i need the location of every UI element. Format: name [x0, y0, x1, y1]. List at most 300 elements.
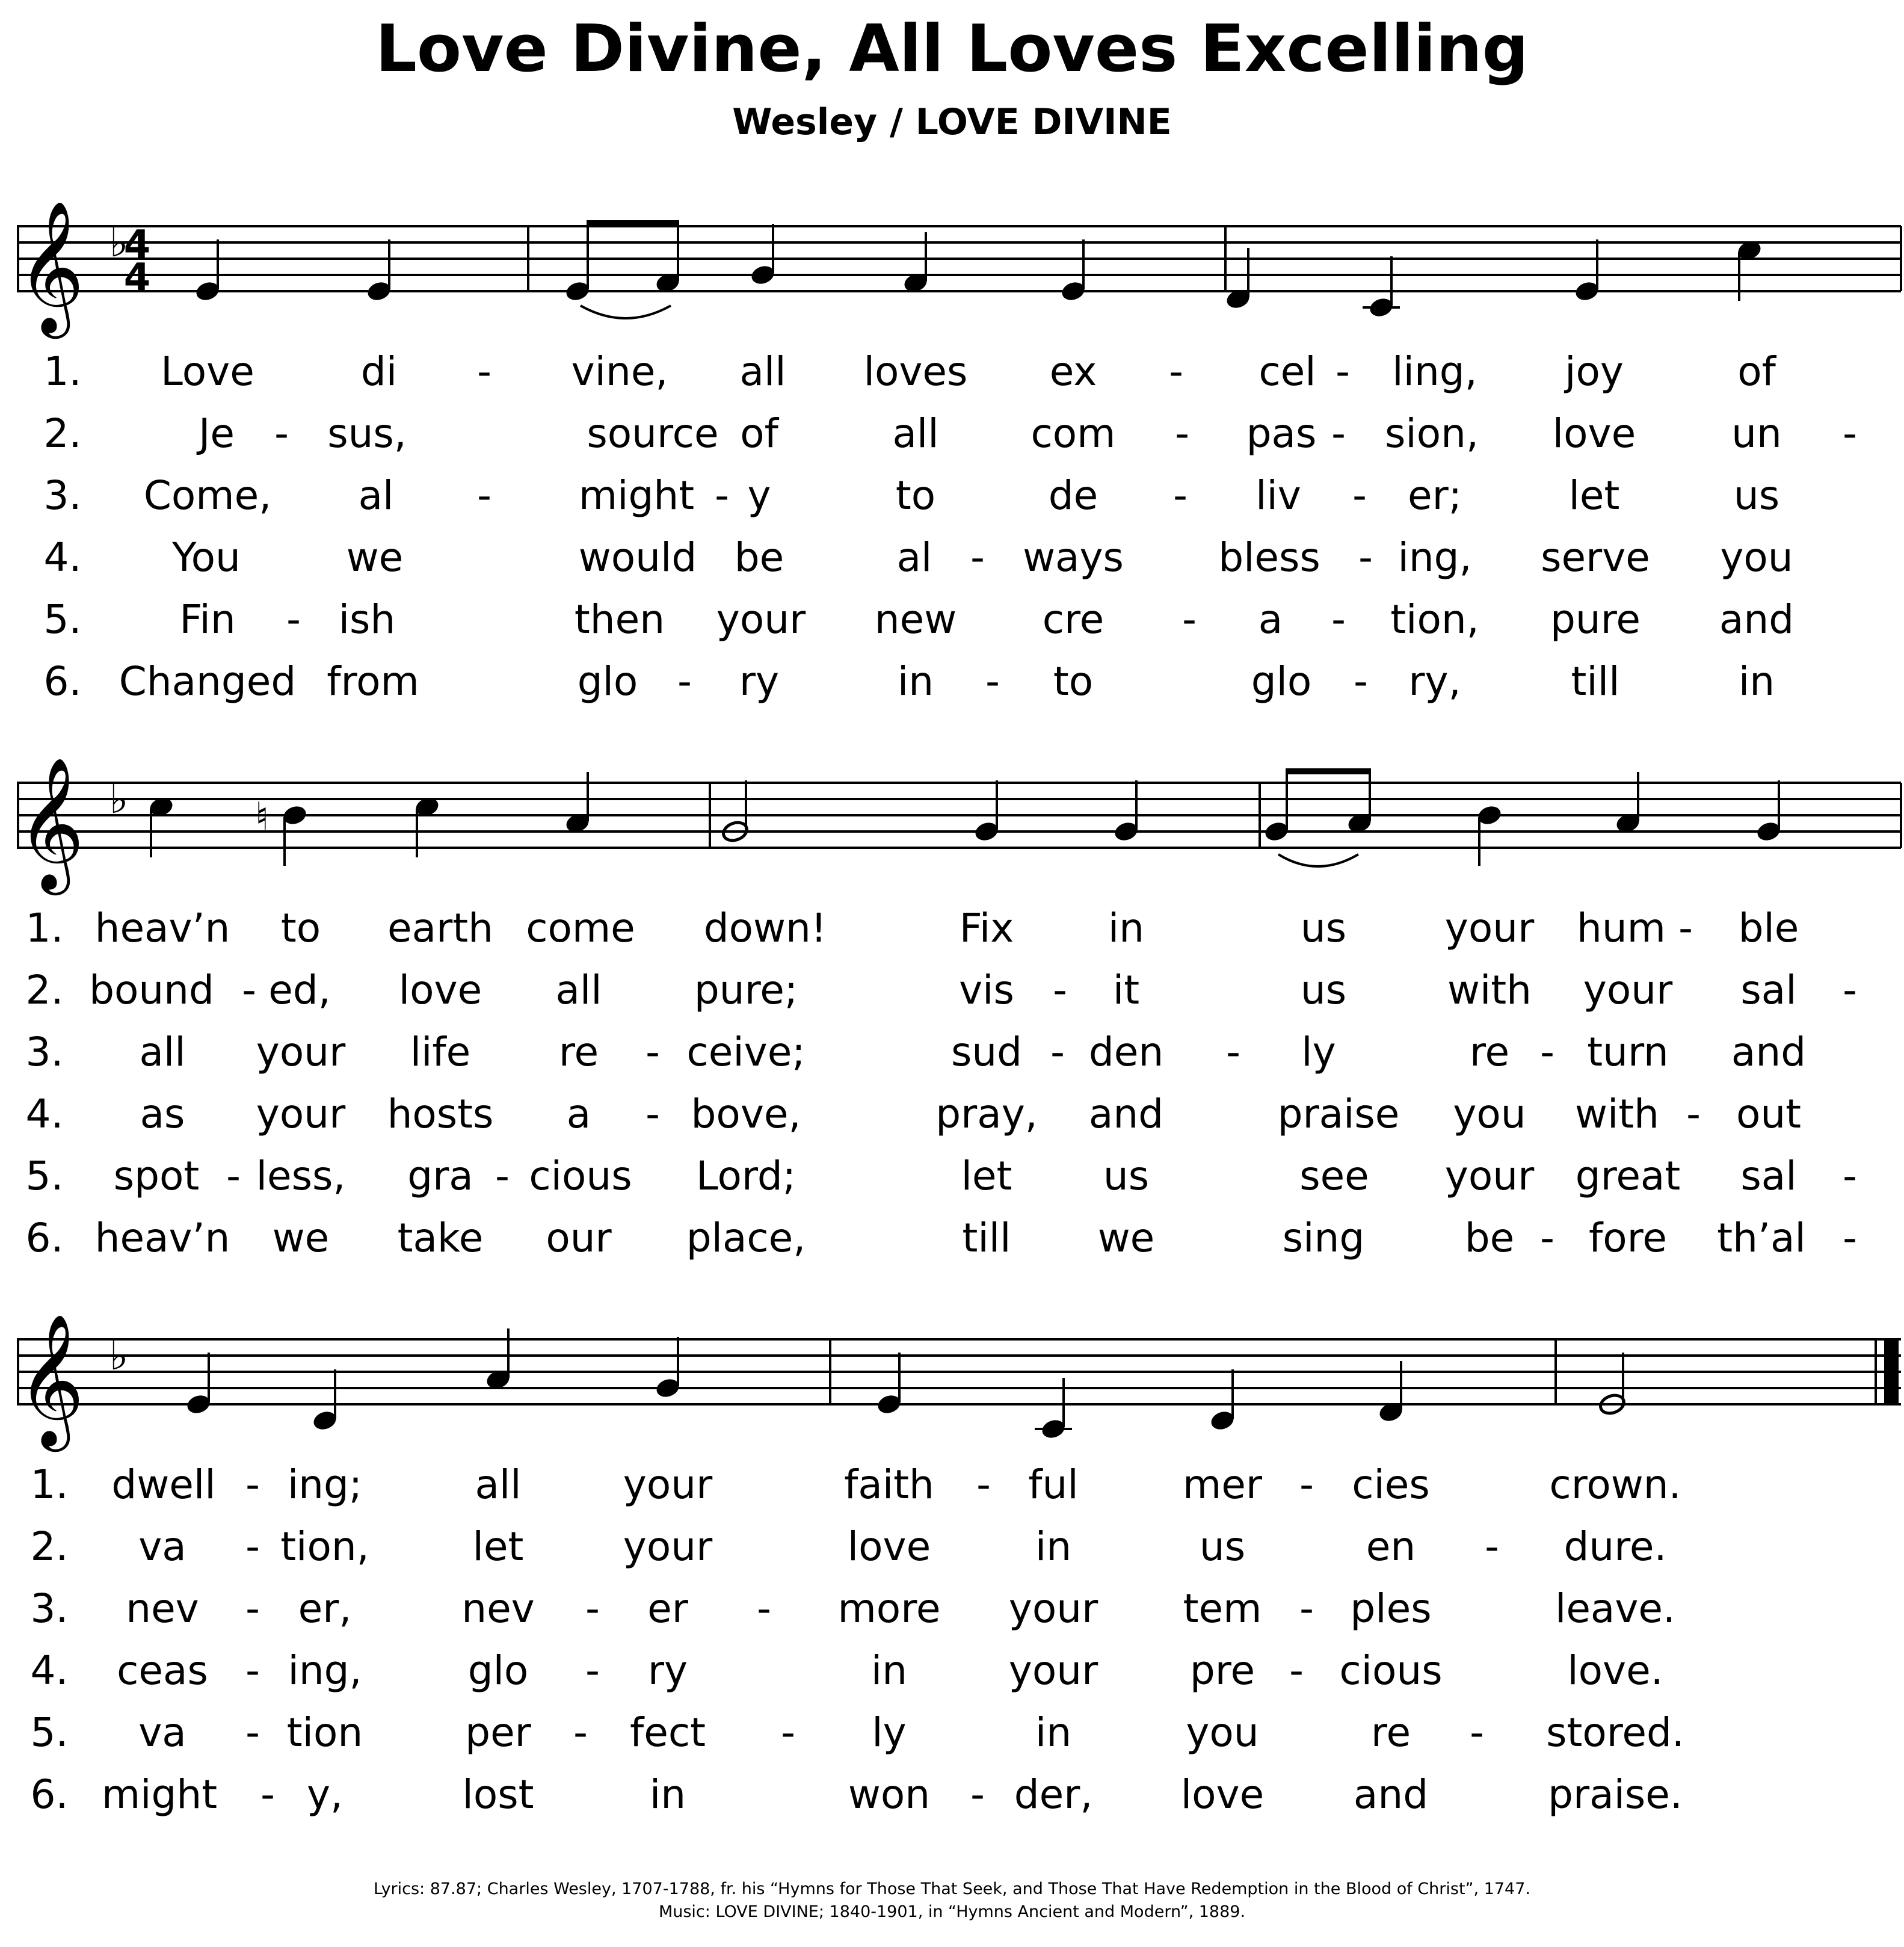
lyric-syllable: let — [961, 1153, 1012, 1199]
lyric-syllable: va — [138, 1523, 186, 1570]
lyric-syllable: great — [1575, 1153, 1681, 1199]
lyric-syllable: ly — [872, 1709, 907, 1756]
lyric-syllable: re — [1370, 1709, 1411, 1756]
verse-number: 1. — [25, 905, 64, 951]
lyric-syllable: your — [623, 1461, 713, 1508]
half-note — [1598, 1353, 1626, 1416]
lyric-syllable: serve — [1541, 534, 1650, 581]
lyric-syllable: y, — [306, 1771, 344, 1818]
lyric-syllable: more — [837, 1585, 941, 1632]
lyric-syllable: then — [574, 596, 665, 643]
half-note — [721, 780, 749, 844]
verse-number: 5. — [30, 1709, 69, 1756]
lyric-syllable: - — [1678, 905, 1693, 951]
lyric-syllable: - — [1540, 1029, 1554, 1075]
lyric-syllable: love — [847, 1523, 931, 1570]
lyric-syllable: - — [495, 1153, 510, 1199]
lyric-syllable: tem — [1183, 1585, 1262, 1632]
lyric-syllable: vis — [959, 967, 1014, 1013]
lyric-syllable: heav’n — [94, 905, 230, 951]
lyric-syllable: in — [1738, 658, 1775, 705]
lyric-syllable: ry — [647, 1647, 688, 1694]
lyric-syllable: to — [1053, 658, 1094, 705]
lyric-syllable: we — [346, 534, 404, 581]
lyric-syllable: in — [649, 1771, 686, 1818]
lyric-syllable: - — [245, 1461, 260, 1508]
note — [564, 224, 591, 303]
lyric-syllable: love — [398, 967, 482, 1013]
lyric-syllable: till — [962, 1215, 1011, 1261]
lyric-syllable: heav’n — [94, 1215, 230, 1261]
lyric-syllable: let — [1568, 472, 1620, 519]
slur — [1278, 854, 1358, 866]
lyric-syllable: ful — [1028, 1461, 1079, 1508]
lyric-syllable: - — [1470, 1709, 1484, 1756]
lyric-syllable: in — [897, 658, 934, 705]
lyric-syllable: fect — [629, 1709, 706, 1756]
staff-lines — [17, 226, 1901, 291]
lyric-syllable: pure — [1550, 596, 1641, 643]
lyric-syllable: our — [546, 1215, 612, 1261]
verse-number: 3. — [30, 1585, 69, 1632]
lyric-syllable: - — [1299, 1585, 1314, 1632]
verse-number: 1. — [30, 1461, 69, 1508]
lyric-syllable: down! — [703, 905, 827, 951]
lyric-syllable: ry — [739, 658, 780, 705]
lyric-syllable: of — [740, 410, 778, 457]
lyric-syllable: - — [715, 472, 729, 519]
lyric-syllable: - — [245, 1585, 260, 1632]
lyric-syllable: won — [848, 1771, 931, 1818]
lyric-syllable: - — [1182, 596, 1197, 643]
lyric-syllable: - — [1289, 1647, 1304, 1694]
hymn-subtitle: Wesley / LOVE DIVINE — [732, 101, 1172, 143]
lyric-syllable: - — [976, 1461, 991, 1508]
lyric-syllable: hosts — [387, 1091, 494, 1137]
staff-system-1 — [0, 181, 1904, 343]
beam — [1286, 768, 1371, 774]
lyric-syllable: ceive; — [686, 1029, 806, 1075]
lyric-syllable: - — [645, 1029, 660, 1075]
lyric-syllable: glo — [467, 1647, 529, 1694]
lyric-syllable: ples — [1350, 1585, 1432, 1632]
lyric-syllable: in — [1108, 905, 1145, 951]
lyric-syllable: cel — [1259, 348, 1316, 395]
lyric-syllable: life — [410, 1029, 471, 1075]
lyric-syllable: place, — [686, 1215, 806, 1261]
note — [281, 803, 308, 866]
lyric-syllable: - — [1352, 472, 1367, 519]
lyric-syllable: - — [260, 1771, 275, 1818]
lyrics-credit: Lyrics: 87.87; Charles Wesley, 1707-1788, fr. his “Hymns for Those That Seek, and Those That Have Redemption in the Blood of Christ”, 1747. — [374, 1880, 1530, 1898]
lyric-syllable: glo — [1251, 658, 1312, 705]
lyric-syllable: from — [327, 658, 419, 705]
lyric-syllable: your — [1444, 905, 1535, 951]
note — [973, 780, 1000, 844]
lyrics-system-1 — [0, 348, 1904, 727]
verse-number: 2. — [30, 1523, 69, 1570]
lyric-syllable: - — [573, 1709, 588, 1756]
lyric-syllable: mer — [1182, 1461, 1263, 1508]
treble-clef: 𝄞 — [17, 1313, 85, 1446]
lyric-syllable: sus, — [327, 410, 407, 457]
lyric-syllable: we — [272, 1215, 330, 1261]
verse-number: 2. — [43, 410, 82, 457]
lyric-syllable: - — [245, 1523, 260, 1570]
lyric-syllable: tion — [286, 1709, 363, 1756]
lyric-syllable: we — [1097, 1215, 1155, 1261]
lyric-syllable: Fin — [179, 596, 236, 643]
lyric-syllable: - — [1843, 967, 1857, 1013]
lyric-syllable: Changed — [119, 658, 297, 705]
lyric-syllable: vine, — [571, 348, 668, 395]
lyric-syllable: a — [566, 1091, 591, 1137]
lyric-syllable: all — [475, 1461, 522, 1508]
lyric-syllable: nev — [126, 1585, 199, 1632]
lyric-syllable: th’al — [1717, 1215, 1806, 1261]
lyric-syllable: us — [1103, 1153, 1150, 1199]
lyric-syllable: - — [1331, 410, 1346, 457]
lyric-syllable: you — [1186, 1709, 1259, 1756]
verse-number: 3. — [25, 1029, 64, 1075]
lyric-syllable: would — [578, 534, 697, 581]
lyric-syllable: You — [172, 534, 241, 581]
lyric-syllable: den — [1088, 1029, 1164, 1075]
lyric-syllable: ing, — [288, 1647, 362, 1694]
lyric-syllable: pure; — [694, 967, 798, 1013]
lyric-syllable: your — [256, 1091, 346, 1137]
treble-clef: 𝄞 — [17, 756, 85, 889]
lyric-syllable: hum — [1577, 905, 1666, 951]
lyric-syllable: ed, — [268, 967, 331, 1013]
note — [1573, 239, 1600, 303]
final-barline-thick — [1884, 1339, 1899, 1404]
lyric-syllable: sal — [1740, 967, 1797, 1013]
lyric-syllable: dure. — [1564, 1523, 1667, 1570]
lyric-syllable: leave. — [1554, 1585, 1676, 1632]
lyric-syllable: cious — [529, 1153, 632, 1199]
verse-number: 4. — [30, 1647, 69, 1694]
verse-number: 4. — [43, 534, 82, 581]
lyric-syllable: sud — [950, 1029, 1023, 1075]
lyric-syllable: all — [139, 1029, 186, 1075]
lyric-syllable: - — [245, 1647, 260, 1694]
lyric-syllable: new — [874, 596, 957, 643]
verse-number: 3. — [43, 472, 82, 519]
flat-key-signature: ♭ — [109, 776, 129, 822]
lyric-syllable: - — [1226, 1029, 1240, 1075]
lyric-syllable: and — [1731, 1029, 1807, 1075]
lyric-syllable: - — [1540, 1215, 1554, 1261]
flat-key-signature: ♭ — [109, 1333, 129, 1379]
lyric-syllable: Lord; — [695, 1153, 796, 1199]
lyric-syllable: source — [587, 410, 719, 457]
lyric-syllable: ble — [1738, 905, 1799, 951]
note — [1377, 1361, 1404, 1424]
lyric-syllable: - — [1169, 348, 1183, 395]
lyric-syllable: - — [1686, 1091, 1701, 1137]
lyric-syllable: let — [472, 1523, 524, 1570]
lyric-syllable: pas — [1246, 410, 1317, 457]
lyric-syllable: Come, — [143, 472, 272, 519]
lyric-syllable: - — [274, 410, 289, 457]
lyric-syllable: and — [1719, 596, 1795, 643]
lyric-syllable: all — [555, 967, 602, 1013]
lyric-syllable: out — [1736, 1091, 1802, 1137]
note — [1614, 772, 1641, 835]
verse-number: 4. — [25, 1091, 64, 1137]
lyric-syllable: ing; — [287, 1461, 363, 1508]
lyric-syllable: your — [1444, 1153, 1535, 1199]
note — [194, 239, 221, 303]
lyric-syllable: va — [138, 1709, 186, 1756]
lyric-syllable: bound — [89, 967, 214, 1013]
lyric-syllable: - — [757, 1585, 771, 1632]
lyric-syllable: in — [1035, 1709, 1072, 1756]
lyric-syllable: dwell — [111, 1461, 216, 1508]
lyric-syllable: - — [1336, 348, 1350, 395]
staff-system-3 — [0, 1294, 1904, 1456]
time-signature-top: 4 — [123, 223, 151, 267]
lyric-syllable: with — [1574, 1091, 1660, 1137]
lyric-syllable: - — [1843, 1215, 1857, 1261]
verse-number: 1. — [43, 348, 82, 395]
lyric-syllable: en — [1366, 1523, 1416, 1570]
lyric-syllable: earth — [387, 905, 493, 951]
lyric-syllable: un — [1731, 410, 1782, 457]
note — [1059, 239, 1086, 303]
music-credit: Music: LOVE DIVINE; 1840-1901, in “Hymns Ancient and Modern”, 1889. — [658, 1902, 1246, 1921]
time-signature-bottom: 4 — [123, 256, 151, 300]
lyric-syllable: cies — [1352, 1461, 1430, 1508]
lyric-syllable: in — [1035, 1523, 1072, 1570]
lyric-syllable: ex — [1049, 348, 1097, 395]
note — [749, 224, 776, 287]
verse-number: 6. — [30, 1771, 69, 1818]
lyric-syllable: spot — [113, 1153, 200, 1199]
lyric-syllable: er; — [1408, 472, 1462, 519]
lyric-syllable: di — [360, 348, 398, 395]
natural-accidental: ♮ — [255, 795, 269, 839]
lyric-syllable: turn — [1587, 1029, 1669, 1075]
note — [1755, 780, 1782, 844]
lyric-syllable: - — [477, 472, 491, 519]
note — [365, 239, 392, 303]
note — [875, 1353, 902, 1416]
lyric-syllable: with — [1447, 967, 1532, 1013]
lyric-syllable: might — [101, 1771, 218, 1818]
lyric-syllable: it — [1112, 967, 1140, 1013]
lyric-syllable: re — [558, 1029, 599, 1075]
lyric-syllable: - — [226, 1153, 241, 1199]
lyrics-system-3 — [0, 1461, 1904, 1840]
lyric-syllable: ling, — [1392, 348, 1477, 395]
lyric-syllable: praise — [1277, 1091, 1400, 1137]
lyric-syllable: be — [1464, 1215, 1515, 1261]
staff-system-2 — [0, 737, 1904, 899]
lyric-syllable: pray, — [935, 1091, 1038, 1137]
lyric-syllable: - — [477, 348, 491, 395]
lyric-syllable: all — [739, 348, 786, 395]
note — [654, 1337, 681, 1400]
lyric-syllable: gra — [407, 1153, 473, 1199]
note — [1112, 780, 1139, 844]
lyric-syllable: er, — [298, 1585, 352, 1632]
lyric-syllable: your — [256, 1029, 346, 1075]
lyric-syllable: ry, — [1408, 658, 1461, 705]
verse-number: 5. — [43, 596, 82, 643]
lyric-syllable: take — [397, 1215, 484, 1261]
lyric-syllable: Je — [198, 410, 235, 457]
lyric-syllable: y — [747, 472, 771, 519]
lyric-syllable: der, — [1014, 1771, 1093, 1818]
lyric-syllable: - — [677, 658, 692, 705]
lyric-syllable: - — [1485, 1523, 1499, 1570]
lyric-syllable: ing, — [1397, 534, 1472, 581]
lyric-syllable: - — [242, 967, 256, 1013]
lyric-syllable: al — [896, 534, 932, 581]
note — [564, 772, 591, 835]
lyric-syllable: liv — [1255, 472, 1301, 519]
lyric-syllable: lost — [462, 1771, 534, 1818]
lyric-syllable: - — [1299, 1461, 1314, 1508]
lyric-syllable: and — [1088, 1091, 1164, 1137]
lyric-syllable: come — [526, 905, 635, 951]
verse-number: 6. — [43, 658, 82, 705]
lyric-syllable: ceas — [117, 1647, 208, 1694]
note — [1363, 256, 1400, 319]
lyric-syllable: your — [716, 596, 806, 643]
lyric-syllable: you — [1720, 534, 1793, 581]
lyric-syllable: us — [1300, 967, 1347, 1013]
lyric-syllable: ways — [1023, 534, 1124, 581]
lyric-syllable: you — [1453, 1091, 1526, 1137]
lyric-syllable: - — [985, 658, 1000, 705]
lyric-syllable: al — [358, 472, 394, 519]
lyric-syllable: cre — [1042, 596, 1105, 643]
lyric-syllable: - — [1331, 596, 1346, 643]
lyric-syllable: - — [645, 1091, 660, 1137]
note — [1476, 803, 1503, 866]
lyric-syllable: praise. — [1548, 1771, 1683, 1818]
lyric-syllable: love. — [1567, 1647, 1663, 1694]
lyric-syllable: ish — [338, 596, 396, 643]
lyric-syllable: joy — [1565, 348, 1624, 395]
lyric-syllable: - — [1358, 534, 1373, 581]
lyric-syllable: faith — [844, 1461, 934, 1508]
lyric-syllable: er — [647, 1585, 688, 1632]
lyric-syllable: - — [1354, 658, 1368, 705]
lyric-syllable: to — [895, 472, 936, 519]
lyric-syllable: all — [892, 410, 939, 457]
lyric-syllable: to — [280, 905, 321, 951]
lyric-syllable: love — [1180, 1771, 1265, 1818]
note — [1209, 1369, 1236, 1433]
lyric-syllable: - — [585, 1647, 600, 1694]
lyric-syllable: sal — [1740, 1153, 1797, 1199]
hymn-title: Love Divine, All Loves Excelling — [375, 11, 1529, 87]
flat-key-signature: ♭ — [109, 220, 129, 266]
lyric-syllable: your — [1008, 1585, 1098, 1632]
lyric-syllable: bless — [1218, 534, 1320, 581]
note — [484, 1328, 511, 1392]
lyric-syllable: us — [1300, 905, 1347, 951]
lyric-syllable: bove, — [691, 1091, 801, 1137]
lyric-syllable: ly — [1301, 1029, 1336, 1075]
lyric-syllable: might — [578, 472, 695, 519]
lyric-syllable: - — [970, 1771, 985, 1818]
lyric-syllable: - — [1843, 1153, 1857, 1199]
lyric-syllable: us — [1733, 472, 1780, 519]
note — [1346, 772, 1373, 835]
lyric-syllable: crown. — [1549, 1461, 1681, 1508]
lyric-syllable: a — [1258, 596, 1283, 643]
beam — [587, 220, 679, 226]
lyric-syllable: of — [1737, 348, 1776, 395]
lyric-syllable: your — [1008, 1647, 1098, 1694]
lyric-syllable: loves — [863, 348, 968, 395]
note — [1224, 248, 1251, 311]
lyric-syllable: - — [286, 596, 301, 643]
lyric-syllable: fore — [1589, 1215, 1667, 1261]
lyric-syllable: in — [870, 1647, 908, 1694]
lyric-syllable: your — [623, 1523, 713, 1570]
lyric-syllable: com — [1031, 410, 1116, 457]
lyric-syllable: see — [1299, 1153, 1369, 1199]
slur — [581, 306, 671, 318]
lyric-syllable: glo — [577, 658, 638, 705]
lyric-syllable: cious — [1339, 1647, 1443, 1694]
lyric-syllable: - — [1175, 410, 1189, 457]
lyric-syllable: stored. — [1546, 1709, 1684, 1756]
lyric-syllable: sion, — [1385, 410, 1479, 457]
lyric-syllable: and — [1353, 1771, 1429, 1818]
lyric-syllable: less, — [256, 1153, 346, 1199]
lyric-syllable: - — [585, 1585, 600, 1632]
lyric-syllable: sing — [1282, 1215, 1365, 1261]
lyric-syllable: tion, — [1390, 596, 1479, 643]
lyric-syllable: us — [1199, 1523, 1246, 1570]
lyric-syllable: till — [1571, 658, 1620, 705]
note — [185, 1353, 212, 1416]
lyric-syllable: be — [734, 534, 784, 581]
note — [311, 1369, 338, 1433]
lyric-syllable: de — [1048, 472, 1098, 519]
lyric-syllable: per — [465, 1709, 531, 1756]
lyric-syllable: as — [140, 1091, 185, 1137]
lyric-syllable: pre — [1189, 1647, 1255, 1694]
lyric-syllable: tion, — [280, 1523, 369, 1570]
treble-clef: 𝄞 — [17, 200, 85, 333]
lyric-syllable: - — [781, 1709, 795, 1756]
lyric-syllable: - — [1053, 967, 1067, 1013]
lyric-syllable: re — [1469, 1029, 1510, 1075]
verse-number: 6. — [25, 1215, 64, 1261]
lyric-syllable: - — [1050, 1029, 1065, 1075]
lyric-syllable: - — [1173, 472, 1188, 519]
verse-number: 2. — [25, 967, 64, 1013]
lyric-syllable: love — [1552, 410, 1636, 457]
lyric-syllable: Fix — [959, 905, 1014, 951]
lyric-syllable: - — [970, 534, 985, 581]
verse-number: 5. — [25, 1153, 64, 1199]
lyric-syllable: Love — [161, 348, 254, 395]
lyrics-system-2 — [0, 904, 1904, 1283]
lyric-syllable: nev — [461, 1585, 535, 1632]
lyric-syllable: - — [1843, 410, 1857, 457]
lyric-syllable: your — [1583, 967, 1673, 1013]
lyric-syllable: - — [245, 1709, 260, 1756]
